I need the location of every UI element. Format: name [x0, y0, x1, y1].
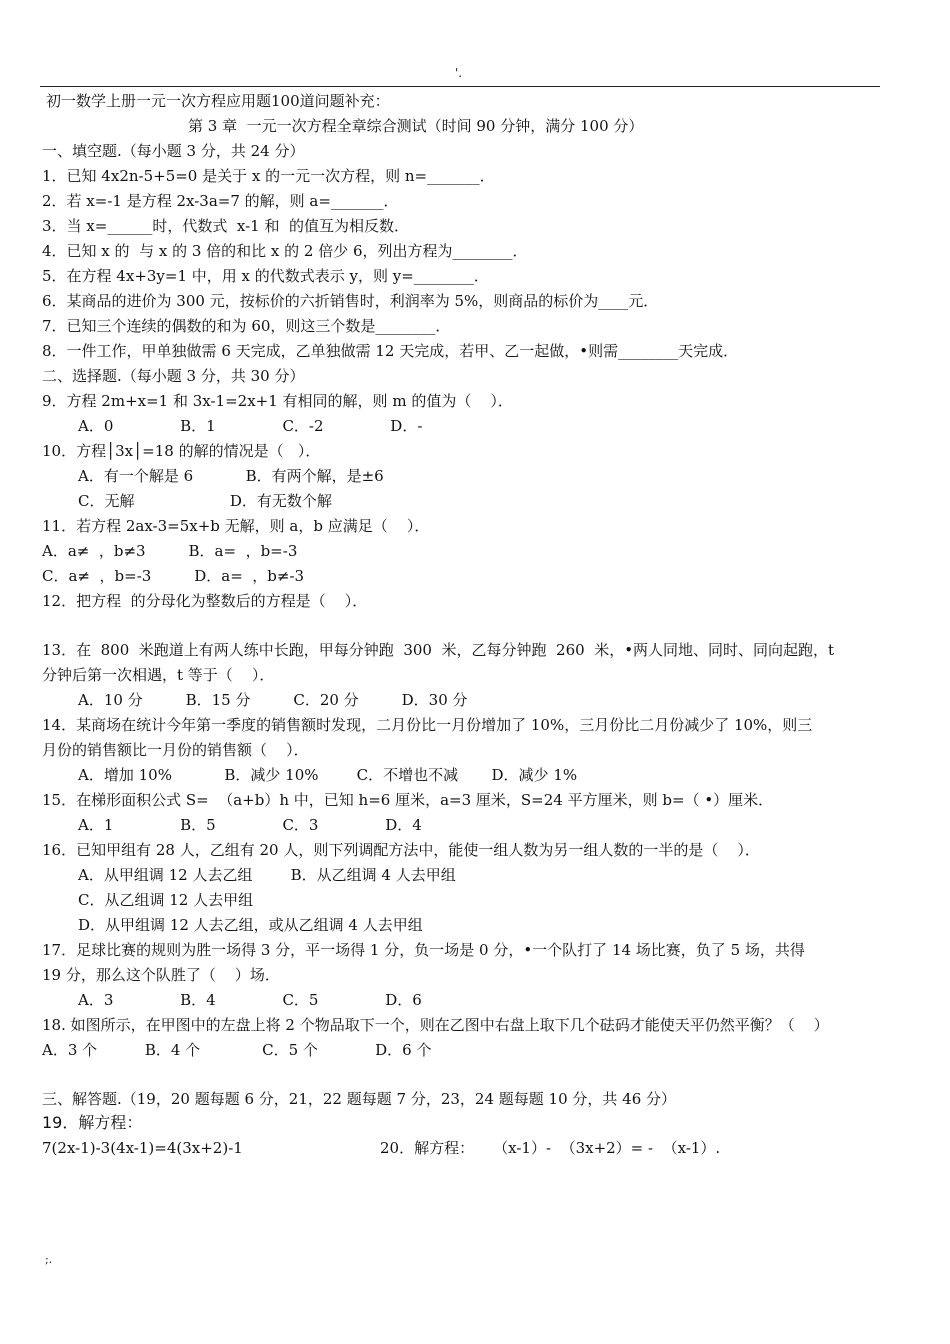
- question-12: 12．把方程 的分母化为整数后的方程是（ ）．: [42, 592, 368, 610]
- header-rule: [40, 86, 880, 87]
- question-11-options-1: A．a≠ ，b≠3 B．a= ，b=-3: [42, 542, 298, 560]
- question-18: 18. 如图所示，在甲图中的左盘上将 2 个物品取下一个，则在乙图中右盘上取下几个砝码才能使天平仍然平衡？（ ）: [42, 1016, 829, 1034]
- question-8: 8．一件工作，甲单独做需 6 天完成，乙单独做需 12 天完成，若甲、乙一起做，•则需________天完成．: [42, 342, 739, 360]
- question-14-line-1: 14．某商场在统计今年第一季度的销售额时发现，二月份比一月份增加了 10%，三月份比二月份减少了 10%，则三: [42, 716, 813, 734]
- question-13-options: A．10 分 B．15 分 C．20 分 D．30 分: [78, 691, 468, 709]
- header-mark: '.: [455, 66, 463, 80]
- question-16-options-3: D．从甲组调 12 人去乙组，或从乙组调 4 人去甲组: [78, 916, 423, 934]
- question-9: 9．方程 2m+x=1 和 3x-1=2x+1 有相同的解，则 m 的值为（ ）．: [42, 392, 513, 410]
- question-13-line-2: 分钟后第一次相遇，t 等于（ ）．: [42, 666, 275, 684]
- question-15: 15．在梯形面积公式 S= （a+b）h 中，已知 h=6 厘米，a=3 厘米，S=24 平方厘米，则 b=（ •）厘米．: [42, 791, 774, 809]
- question-11: 11．若方程 2ax-3=5x+b 无解，则 a，b 应满足（ ）．: [42, 517, 430, 535]
- question-17-line-2: 19 分，那么这个队胜了（ ）场．: [42, 966, 280, 984]
- question-3: 3．当 x=______时，代数式 x-1 和 的值互为相反数．: [42, 217, 409, 235]
- question-9-options: A．0 B．1 C．-2 D．-: [78, 417, 423, 435]
- question-16: 16．已知甲组有 28 人，乙组有 20 人，则下列调配方法中，能使一组人数为另一组人数的一半的是（ ）．: [42, 841, 760, 859]
- question-5: 5．在方程 4x+3y=1 中，用 x 的代数式表示 y，则 y=________．: [42, 267, 489, 285]
- question-4: 4．已知 x 的 与 x 的 3 倍的和比 x 的 2 倍少 6，列出方程为________．: [42, 242, 528, 260]
- document-title: 初一数学上册一元一次方程应用题100道问题补充：: [46, 92, 390, 110]
- question-14-options: A．增加 10% B．减少 10% C．不增也不减 D．减少 1%: [78, 766, 578, 784]
- question-17-options: A．3 B．4 C．5 D．6: [78, 991, 422, 1009]
- question-15-options: A．1 B．5 C．3 D．4: [78, 816, 422, 834]
- question-14-line-2: 月份的销售额比一月份的销售额（ ）．: [42, 741, 309, 759]
- question-19-equation: 7(2x-1)-3(4x-1)=4(3x+2)-1: [42, 1139, 243, 1157]
- question-6: 6．某商品的进价为 300 元，按标价的六折销售时，利润率为 5%，则商品的标价为____元．: [42, 292, 659, 310]
- section3-heading: 三、解答题.（19，20 题每题 6 分，21，22 题每题 7 分，23，24 题每题 10 分，共 46 分）: [42, 1090, 677, 1108]
- question-10-options-2: C．无解 D．有无数个解: [78, 492, 332, 510]
- question-20: 20．解方程： （x-1）- （3x+2）= - （x-1）.: [380, 1139, 721, 1157]
- question-19-title: 19．解方程：: [42, 1113, 143, 1132]
- question-7: 7．已知三个连续的偶数的和为 60，则这三个数是________．: [42, 317, 451, 335]
- question-16-options-2: C．从乙组调 12 人去甲组: [78, 891, 254, 909]
- question-13-line-1: 13．在 800 米跑道上有两人练中长跑，甲每分钟跑 300 米，乙每分钟跑 260 米，•两人同地、同时、同向起跑，t: [42, 641, 835, 659]
- question-10-options-1: A．有一个解是 6 B．有两个解，是±6: [78, 467, 384, 485]
- question-17-line-1: 17．足球比赛的规则为胜一场得 3 分，平一场得 1 分，负一场是 0 分，•一个队打了 14 场比赛，负了 5 场，共得: [42, 941, 805, 959]
- section1-heading: 一、填空题.（每小题 3 分，共 24 分）: [42, 142, 305, 160]
- section2-heading: 二、选择题.（每小题 3 分，共 30 分）: [42, 367, 305, 385]
- question-10: 10．方程│3x│=18 的解的情况是（ ）．: [42, 442, 321, 460]
- question-2: 2．若 x=-1 是方程 2x-3a=7 的解，则 a=_______．: [42, 192, 399, 210]
- document-subtitle: 第 3 章 一元一次方程全章综合测试（时间 90 分钟，满分 100 分）: [188, 117, 644, 135]
- question-18-options: A．3 个 B．4 个 C．5 个 D．6 个: [42, 1041, 432, 1059]
- footer-mark: ;.: [45, 1253, 53, 1266]
- question-16-options-1: A．从甲组调 12 人去乙组 B．从乙组调 4 人去甲组: [78, 866, 456, 884]
- question-1: 1．已知 4x2n-5+5=0 是关于 x 的一元一次方程，则 n=_______．: [42, 167, 495, 185]
- question-11-options-2: C．a≠ ，b=-3 D．a= ，b≠-3: [42, 567, 305, 585]
